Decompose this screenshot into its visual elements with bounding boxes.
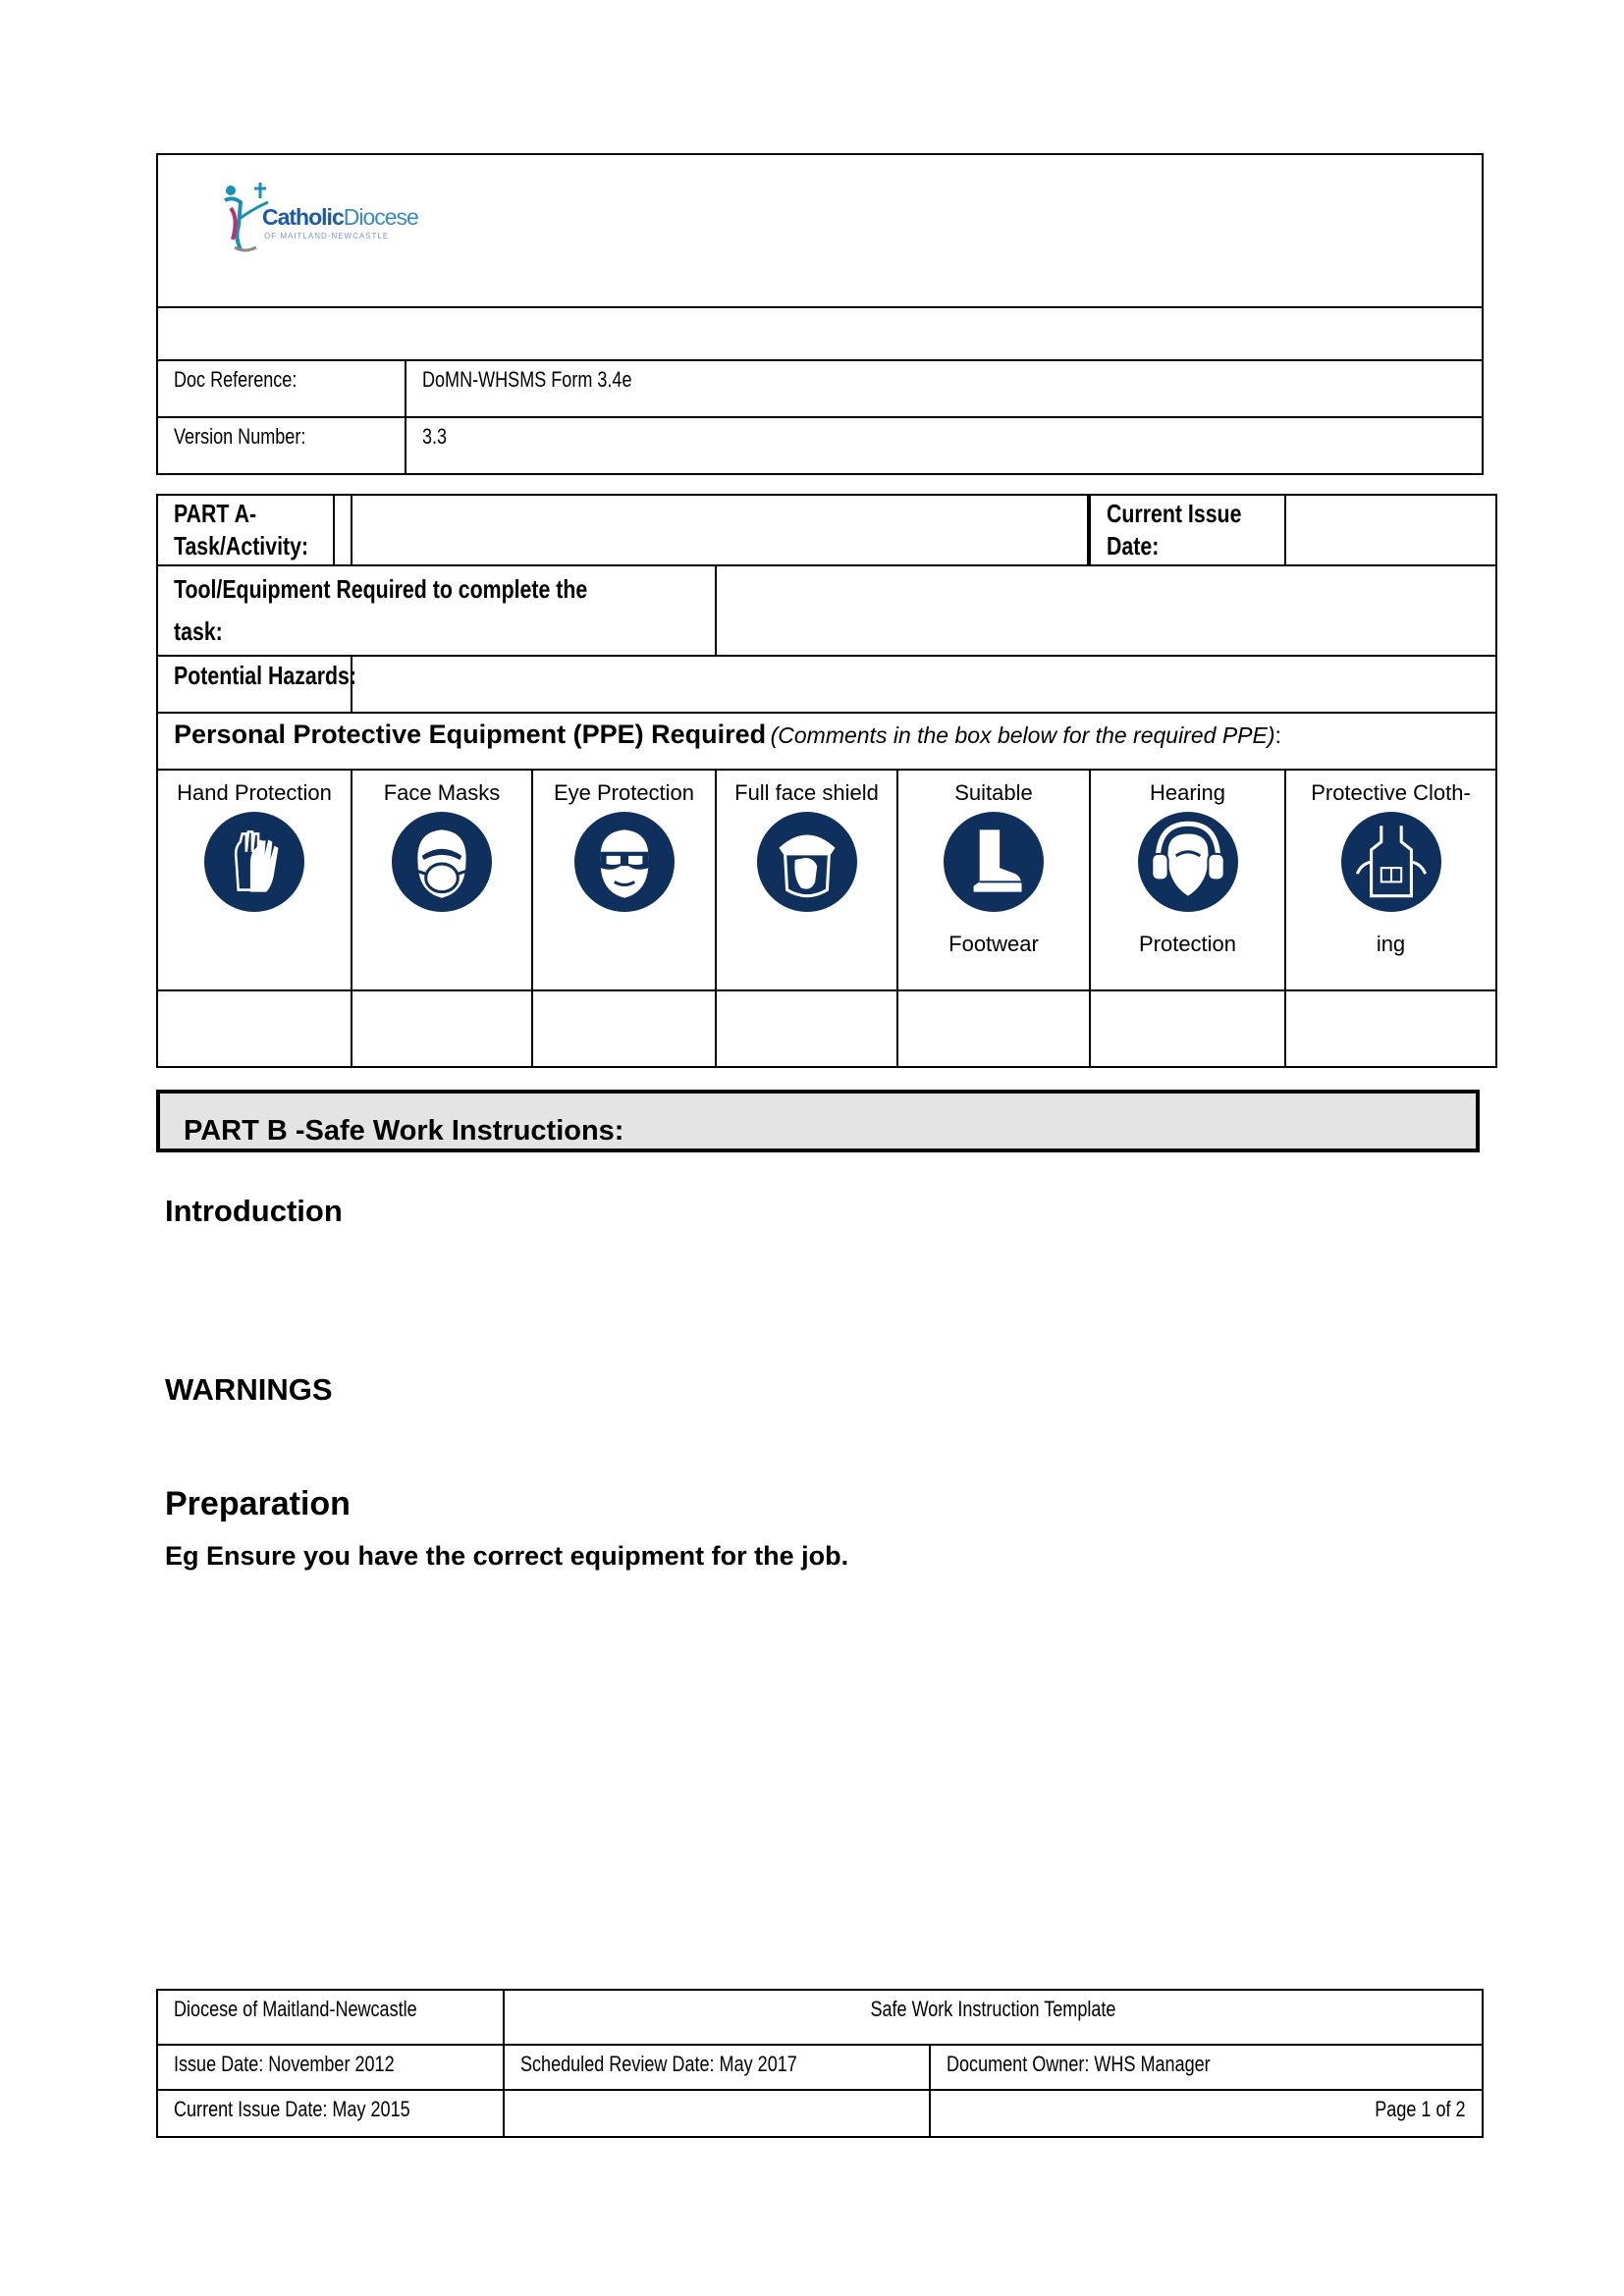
version-label-cell [157, 417, 406, 474]
ppe-item-sublabel: ing [1376, 932, 1406, 956]
ppe-item-sublabel: Footwear [948, 932, 1039, 956]
ppe-item-label: Suitable [954, 780, 1033, 805]
tools-input-cell[interactable] [716, 565, 1496, 656]
ppe-icons-row [157, 770, 1496, 990]
ppe-comment-eye-protection[interactable] [532, 990, 716, 1067]
footer-template-cell [504, 1990, 1483, 2045]
ppe-comment-suitable-footwear[interactable] [897, 990, 1090, 1067]
footer-template: Safe Work Instruction Template [870, 1997, 1116, 2021]
logo-subtitle: OF MAITLAND-NEWCASTLE [264, 232, 390, 240]
part-a-table [156, 494, 1497, 1068]
ppe-title: Personal Protective Equipment (PPE) Required [174, 720, 767, 749]
preparation-heading: Preparation [165, 1485, 351, 1522]
ppe-item-hand-protection [157, 770, 352, 990]
footer-page-cell [930, 2090, 1483, 2137]
tools-label-cell [157, 565, 716, 656]
ppe-item-protective-clothing [1285, 770, 1496, 990]
footer-org: Diocese of Maitland-Newcastle [174, 1997, 417, 2021]
footer-owner: Document Owner: WHS Manager [947, 2052, 1211, 2076]
hazards-input-cell[interactable] [352, 656, 1496, 713]
ppe-item-label: Hand Protection [177, 780, 332, 805]
document-footer-table [156, 1989, 1484, 2138]
goggles-icon [574, 812, 675, 912]
current-issue-label-cell [1090, 495, 1285, 565]
blank-header-row [157, 307, 1483, 360]
ppe-comments-row [157, 990, 1496, 1067]
ppe-item-full-face-shield [716, 770, 897, 990]
ppe-title-cell [157, 713, 1496, 770]
ppe-item-sublabel: Protection [1138, 932, 1237, 956]
face-shield-icon [757, 812, 857, 912]
current-issue-label-line1: Current Issue [1107, 499, 1242, 528]
logo-brand-bold: Catholic [262, 204, 344, 230]
footer-owner-cell [930, 2045, 1483, 2090]
doc-reference-value: DoMN-WHSMS Form 3.4e [422, 367, 632, 392]
current-issue-label-line2: Date: [1107, 531, 1160, 561]
part-b-title: PART B -Safe Work Instructions: [184, 1115, 624, 1147]
ppe-comment: (Comments in the box below for the required PPE) [770, 722, 1275, 748]
ppe-comment-full-face-shield[interactable] [716, 990, 897, 1067]
warnings-heading: WARNINGS [165, 1372, 333, 1407]
doc-reference-value-cell [406, 360, 1483, 417]
ppe-comment-face-masks[interactable] [352, 990, 532, 1067]
tools-label-line2: task: [174, 616, 223, 646]
footer-current-issue-cell [157, 2090, 504, 2137]
task-label-cell [157, 495, 352, 565]
apron-icon [1341, 812, 1441, 912]
face-mask-icon [392, 812, 492, 912]
footer-review-date: Scheduled Review Date: May 2017 [520, 2052, 797, 2076]
doc-reference-label-cell [157, 360, 406, 417]
gloves-icon [204, 812, 304, 912]
ear-muffs-icon [1138, 812, 1238, 912]
ppe-item-eye-protection [532, 770, 716, 990]
logo-wordmark [262, 204, 418, 231]
version-value: 3.3 [422, 424, 448, 449]
task-label-line2: Task/Activity: [174, 531, 309, 561]
version-value-cell [406, 417, 1483, 474]
ppe-comment-hearing-protection[interactable] [1090, 990, 1285, 1067]
footer-issue-date-cell [157, 2045, 504, 2090]
tools-label-line1: Tool/Equipment Required to complete the [174, 574, 588, 604]
footer-org-cell [157, 1990, 504, 2045]
ppe-colon: : [1274, 722, 1281, 748]
introduction-heading: Introduction [165, 1194, 343, 1228]
footer-review-date-cell [504, 2045, 930, 2090]
part-b-banner [156, 1090, 1480, 1152]
ppe-item-label: Eye Protection [553, 780, 695, 805]
ppe-item-label: Full face shield [734, 780, 879, 805]
ppe-item-face-masks [352, 770, 532, 990]
ppe-item-label: Hearing [1149, 780, 1226, 805]
footer-current-issue: Current Issue Date: May 2015 [174, 2097, 410, 2121]
task-activity-input-cell[interactable] [352, 495, 1090, 565]
footer-page-number: Page 1 of 2 [1375, 2097, 1467, 2121]
version-label: Version Number: [174, 424, 306, 449]
doc-reference-label: Doc Reference: [174, 367, 298, 392]
logo-brand-light: Diocese [343, 204, 418, 230]
footer-issue-date: Issue Date: November 2012 [174, 2052, 395, 2076]
hazards-label-cell [157, 656, 356, 713]
ppe-comment-protective-clothing[interactable] [1285, 990, 1496, 1067]
ppe-item-suitable-footwear [897, 770, 1090, 990]
footer-blank-cell [504, 2090, 930, 2137]
hazards-label: Potential Hazards: [174, 661, 356, 690]
ppe-item-label: Face Masks [383, 780, 501, 805]
ppe-item-hearing-protection [1090, 770, 1285, 990]
diocese-logo [221, 179, 437, 267]
preparation-note: Eg Ensure you have the correct equipment for the job. [165, 1541, 849, 1571]
current-issue-date-input-cell[interactable] [1285, 495, 1496, 565]
ppe-comment-hand-protection[interactable] [157, 990, 352, 1067]
ppe-item-label: Protective Cloth- [1311, 780, 1471, 805]
boot-icon [944, 812, 1044, 912]
document-header-table [156, 153, 1484, 475]
logo-cell [157, 154, 1483, 307]
task-label-line1: PART A- [174, 499, 257, 528]
